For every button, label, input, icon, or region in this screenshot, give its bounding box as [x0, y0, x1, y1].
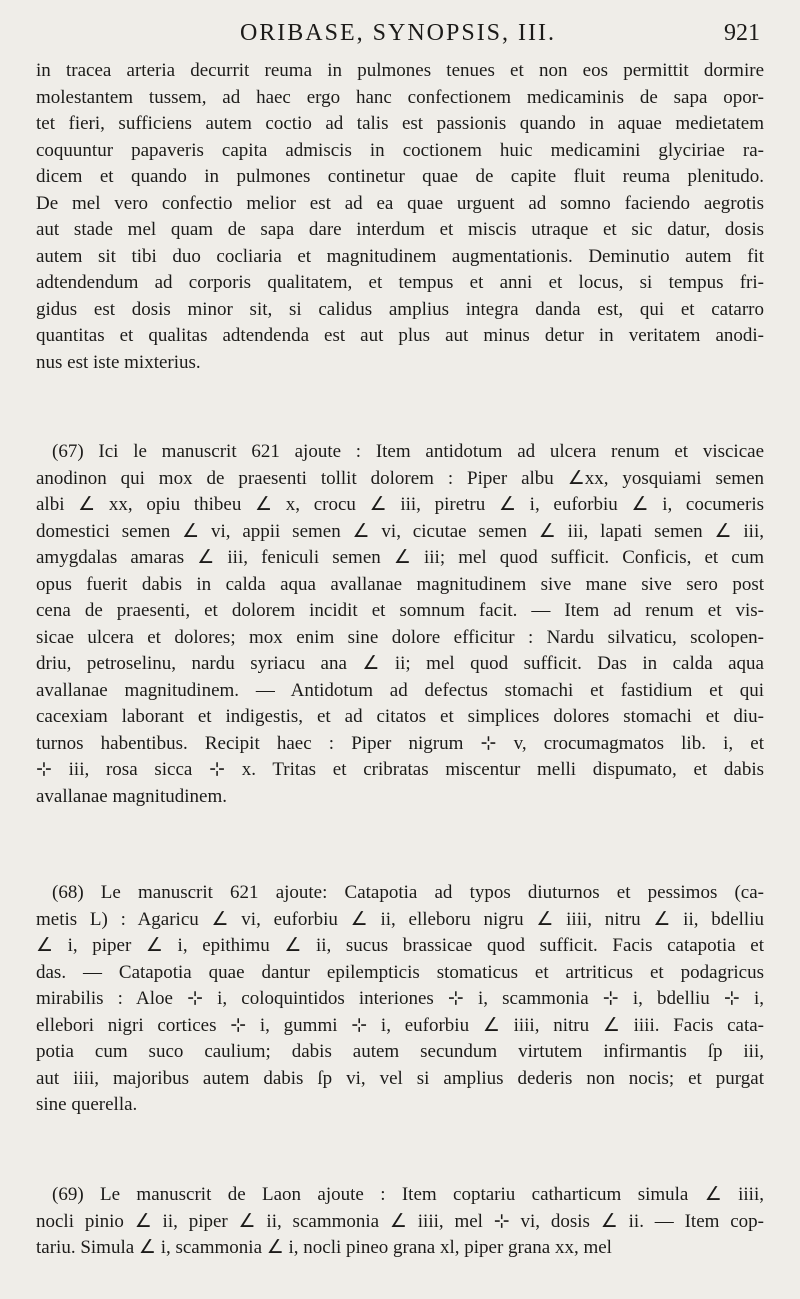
page-number: 921 — [724, 20, 760, 46]
text-line: in tracea arteria decurrit reuma in pulmones tenues et non eos permittit dormire — [36, 60, 764, 81]
text-line: mirabilis : Aloe ⊹ i, coloquintidos interiones ⊹ i, scammonia ⊹ i, bdelliu ⊹ i, — [36, 988, 764, 1009]
text-line: nocli pinio ∠ ii, piper ∠ ii, scammonia ∠ iiii, mel ⊹ vi, dosis ∠ ii. — Item cop- — [36, 1210, 764, 1232]
text-line: (67) Ici le manuscrit 621 ajoute : Item antidotum ad ulcera renum et viscicae — [52, 441, 764, 462]
text-line: (69) Le manuscrit de Laon ajoute : Item coptariu catharticum simula ∠ iiii, — [52, 1184, 764, 1205]
text-line: ⊹ iii, rosa sicca ⊹ x. Tritas et cribratas miscentur melli dispumato, et dabis — [36, 759, 764, 780]
text-line: adtendendum ad corporis qualitatem, et tempus et anni et locus, si tempus fri- — [36, 272, 764, 293]
text-line: amygdalas amaras ∠ iii, feniculi semen ∠ iii; mel quod sufficit. Conficis, et cum — [36, 547, 764, 568]
text-line: das. — Catapotia quae dantur epilempticis stomaticus et artriticus et podagricus — [36, 961, 764, 983]
text-line: dicem et quando in pulmones continetur quae de capite fluit reuma plenitudo. — [36, 166, 764, 187]
paragraph-continuation — [36, 58, 764, 376]
text-line: quantitas et qualitas adtendenda est aut plus aut minus detur in veritatem anodi- — [36, 325, 764, 346]
text-line: tariu. Simula ∠ i, scammonia ∠ i, nocli pineo grana xl, piper grana xx, mel — [36, 1237, 612, 1258]
text-line: (68) Le manuscrit 621 ajoute: Catapotia ad typos diuturnos et pessimos (ca- — [52, 882, 764, 903]
text-line: autem sit tibi duo cocliaria et magnitudinem augmentationis. Deminutio autem fit — [36, 245, 764, 267]
text-line: gidus est dosis minor sit, si calidus amplius integra danda est, qui et catarro — [36, 298, 764, 320]
text-line: sine querella. — [36, 1094, 138, 1115]
running-head — [36, 20, 760, 50]
text-line: ellebori nigri cortices ⊹ i, gummi ⊹ i, euforbiu ∠ iiii, nitru ∠ iiii. Facis cata- — [36, 1014, 764, 1036]
text-line: driu, petroselinu, nardu syriacu ana ∠ ii; mel quod sufficit. Das in calda aqua — [36, 653, 764, 674]
text-line: metis L) : Agaricu ∠ vi, euforbiu ∠ ii, elleboru nigru ∠ iiii, nitru ∠ ii, bdelliu — [36, 908, 764, 930]
text-line: cacexiam laborant et indigestis, et ad citatos et simplices dolores stomachi et diu- — [36, 706, 764, 727]
text-line: turnos habentibus. Recipit haec : Piper nigrum ⊹ v, crocumagmatos lib. i, et — [36, 732, 764, 754]
text-line: avallanae magnitudinem. — [36, 785, 227, 807]
text-line: domestici semen ∠ vi, appii semen ∠ vi, cicutae semen ∠ iii, lapati semen ∠ iii, — [36, 520, 764, 542]
text-line: molestantem tussem, ad haec ergo hanc confectionem medicaminis de sapa opor- — [36, 86, 764, 108]
text-line: aut iiii, majoribus autem dabis ſp vi, vel si amplius dederis non nocis; et purgat — [36, 1067, 764, 1089]
text-line: ∠ i, piper ∠ i, epithimu ∠ ii, sucus brassicae quod sufficit. Facis catapotia et — [36, 935, 764, 956]
text-line: tet fieri, sufficiens autem coctio ad talis est passionis quando in aquae medietatem — [36, 113, 764, 134]
text-line: potia cum suco caulium; dabis autem secundum virtutem infirmantis ſp iii, — [36, 1041, 764, 1062]
paragraph-67 — [36, 439, 764, 810]
text-line: nus est iste mixterius. — [36, 351, 201, 373]
text-line: coquuntur papaveris capita admiscis in coctionem huic medicamini glyciriae ra- — [36, 139, 764, 161]
running-title: ORIBASE, SYNOPSIS, III. — [239, 20, 557, 46]
paragraph-68 — [36, 880, 764, 1119]
text-line: sicae ulcera et dolores; mox enim sine dolore efficitur : Nardu silvaticu, scolopen- — [36, 626, 764, 648]
text-line: avallanae magnitudinem. — Antidotum ad defectus stomachi et fastidium et qui — [36, 679, 764, 701]
text-line: albi ∠ xx, opiu thibeu ∠ x, crocu ∠ iii, piretru ∠ i, euforbiu ∠ i, cocumeris — [36, 494, 764, 515]
text-line: opus fuerit dabis in calda aqua avallanae magnitudinem sive mane sive sero post — [36, 573, 764, 595]
text-line: cena de praesenti, et dolorem incidit et somnum facit. — Item ad renum et vis- — [36, 600, 764, 621]
paragraph-69 — [36, 1182, 764, 1262]
text-line: De mel vero confectio melior est ad ea quae urguent ad somno faciendo aegrotis — [36, 192, 764, 214]
text-line: aut stade mel quam de sapa dare interdum et miscis utraque et sic datur, dosis — [36, 219, 764, 240]
text-line: anodinon qui mox de praesenti tollit dolorem : Piper albu ∠xx, yosquiami semen — [36, 467, 764, 489]
